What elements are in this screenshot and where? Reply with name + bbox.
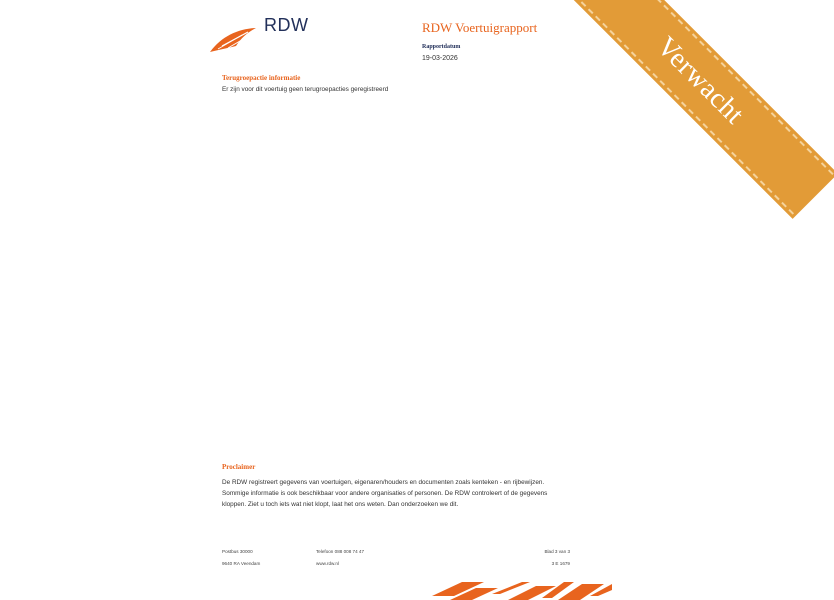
recall-text: Er zijn voor dit voertuig geen terugroepacties geregistreerd xyxy=(222,86,389,93)
footer-page-info xyxy=(544,546,570,570)
disclaimer-line: De RDW registreert gegevens van voertuigen, eigenaren/houders en documenten zoals kenteken - en rijbewijzen. xyxy=(222,479,545,486)
footer-contact xyxy=(316,546,364,570)
footer-postbus: Postbus 30000 xyxy=(222,549,253,554)
footer-page-number: Blad 3 van 3 xyxy=(544,549,570,554)
report-date-label: Rapportdatum xyxy=(422,44,461,50)
report-date-value: 19-03-2026 xyxy=(422,55,458,62)
footer-city: 9640 RA Veendam xyxy=(222,561,261,566)
disclaimer-line: kloppen. Ziet u toch iets wat niet klopt, laat het ons weten. Dan onderzoeken we dit. xyxy=(222,501,459,508)
report-title: RDW Voertuigrapport xyxy=(422,20,538,35)
decorative-stripes-icon xyxy=(432,578,612,600)
footer-address xyxy=(222,546,260,570)
logo-text: RDW xyxy=(264,15,309,35)
recall-heading: Terugroepactie informatie xyxy=(222,74,301,82)
report-page xyxy=(188,0,751,600)
watermark-text: Verwacht xyxy=(650,30,751,131)
footer-code: 3 E 1679 xyxy=(551,561,570,566)
disclaimer-line: Sommige informatie is ook beschikbaar voor andere organisaties of personen. De RDW controleert of de gegevens xyxy=(222,490,548,497)
footer-phone: Telefoon 088 008 74 47 xyxy=(316,549,365,554)
watermark-ribbon xyxy=(588,0,800,212)
footer-website: www.rdw.nl xyxy=(316,561,339,566)
disclaimer-heading: Proclaimer xyxy=(222,463,256,471)
rdw-logo-icon xyxy=(208,26,258,54)
